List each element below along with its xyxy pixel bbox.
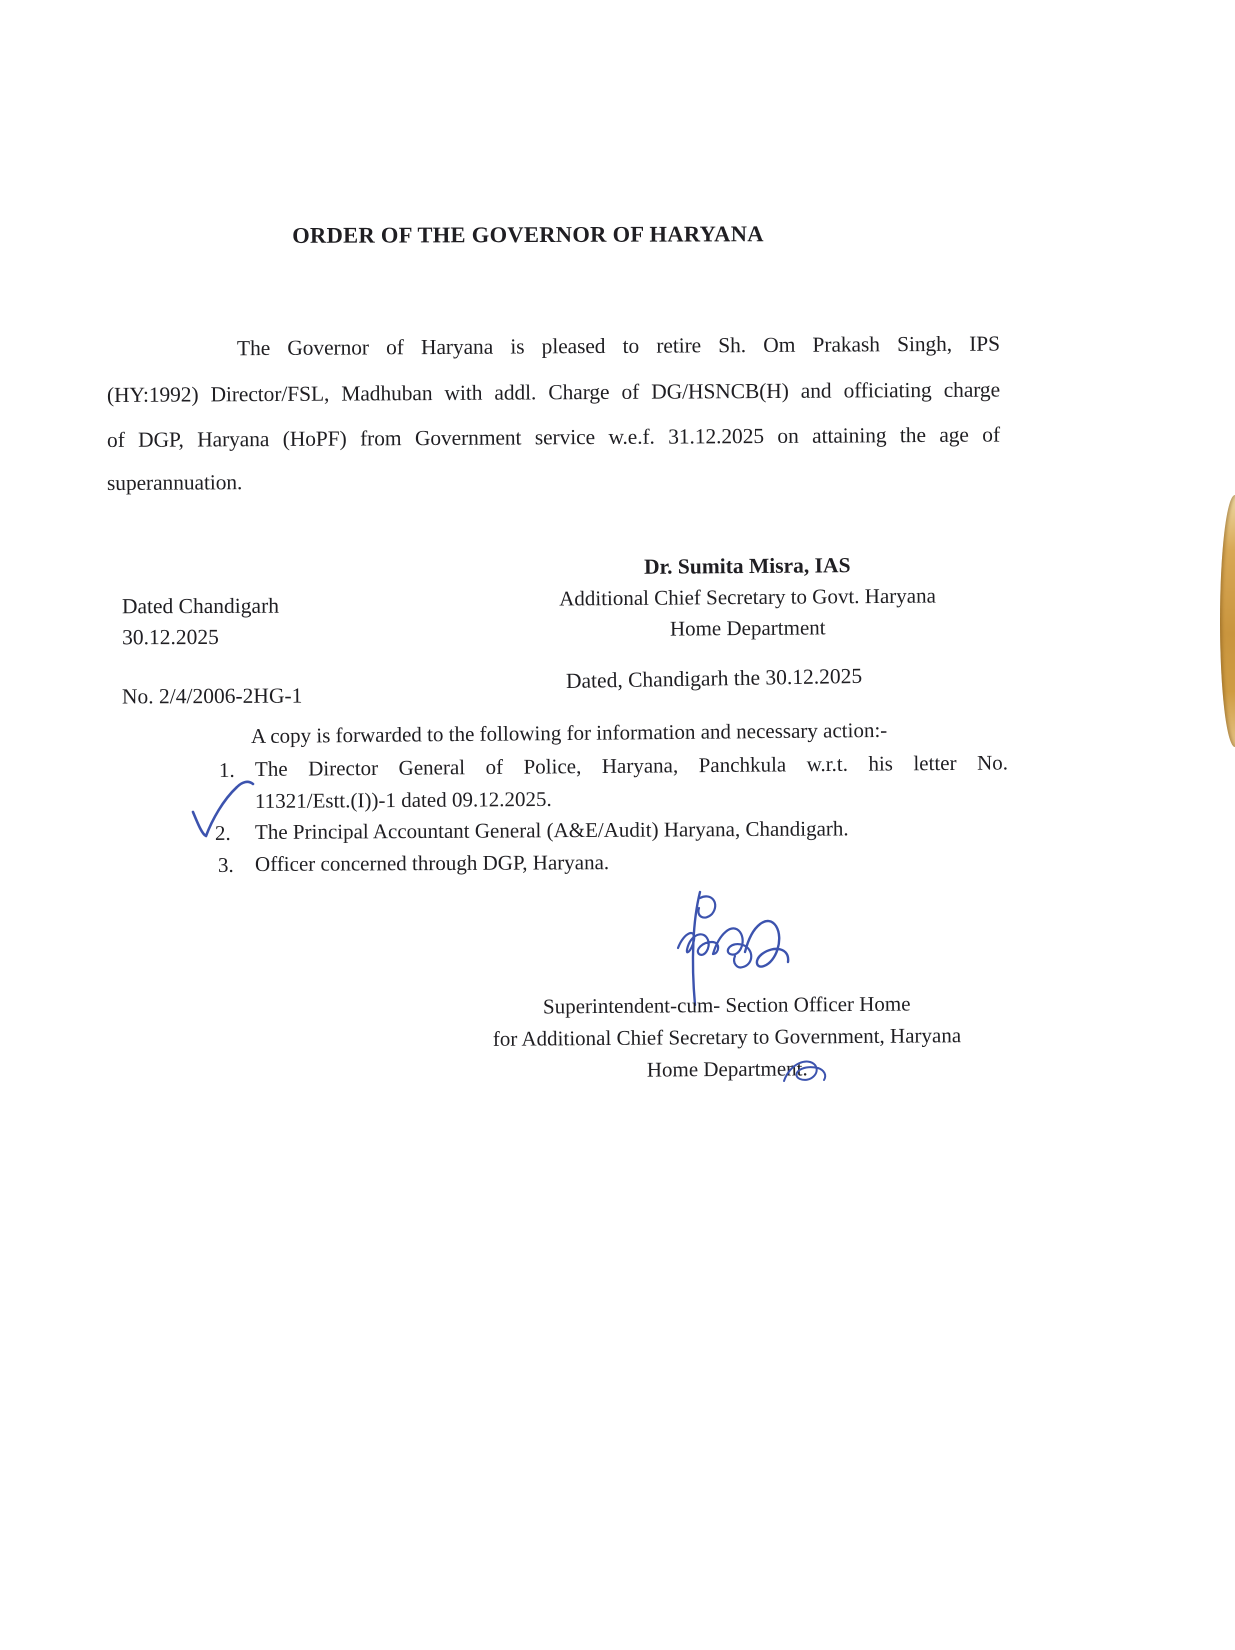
signatory-name: Dr. Sumita Misra, IAS [643,553,851,579]
handwritten-check-icon [183,776,255,842]
list-item-2-text: The Principal Accountant General (A&E/Audit) Haryana, Chandigarh. [254,816,849,844]
signature-line-2: for Additional Chief Secretary to Government, Haryana [492,1023,962,1051]
signature-designation-block [452,987,1003,1087]
copy-forwarded-intro: A copy is forwarded to the following for information and necessary action:- [250,717,888,748]
dated-date: 30.12.2025 [122,624,219,650]
dated-line-right: Dated, Chandigarh the 30.12.2025 [565,663,863,693]
body-paragraph-line-4: superannuation. [106,470,243,495]
signature-line-1: Superintendent-cum- Section Officer Home [542,991,911,1019]
body-paragraph-line-3: of DGP, Haryana (HoPF) from Government service w.e.f. 31.12.2025 on attaining the age of [106,422,1001,452]
signatory-designation: Additional Chief Secretary to Govt. Haryana [559,583,936,611]
list-item-2-number: 2. [214,820,231,846]
signature-line-3: Home Department. [646,1056,808,1082]
dated-place: Dated Chandigarh [121,593,280,619]
list-item-1-line-2: 11321/Estt.(I))-1 dated 09.12.2025. [254,786,552,813]
dated-place-block [122,591,279,654]
body-paragraph-line-2: (HY:1992) Director/FSL, Madhuban with addl. Charge of DG/HSNCB(H) and officiating charge [106,377,1001,407]
list-item-1-number: 1. [218,757,235,783]
reference-number: No. 2/4/2006-2HG-1 [121,683,303,709]
signatory-block [495,549,1001,646]
document-title: ORDER OF THE GOVERNOR OF HARYANA [292,221,764,248]
list-item-1-line-1: The Director General of Police, Haryana, Panchkula w.r.t. his letter No. [254,750,1009,781]
body-paragraph-line-1: The Governor of Haryana is pleased to retire Sh. Om Prakash Singh, IPS [236,331,1001,361]
list-item-3-text: Officer concerned through DGP, Haryana. [254,850,610,876]
folder-edge [1220,495,1235,747]
signatory-department: Home Department [669,615,826,641]
list-item-3-number: 3. [217,852,234,878]
handwritten-flourish [776,1053,836,1093]
